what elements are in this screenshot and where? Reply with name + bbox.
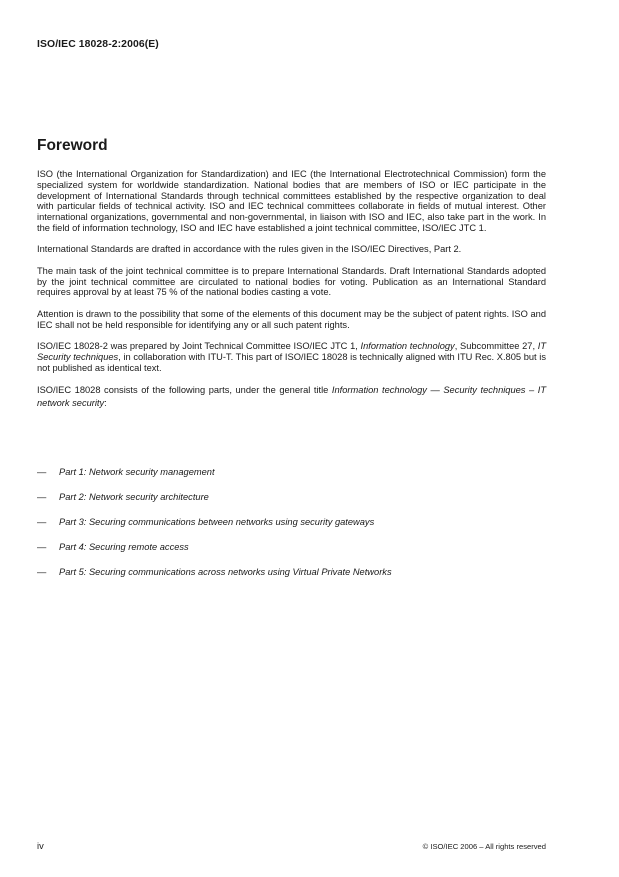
list-item <box>37 492 209 502</box>
preparation-subcommittee-title: IT Security techniques <box>37 340 547 362</box>
part-title: Part 5: Securing communications across networks using Virtual Private Networks <box>59 567 392 577</box>
preparation-text-e: , in collaboration with ITU-T. This part of ISO/IEC 18028 is technically aligned with ITU Rec. X.805 but is not published as identical text. <box>37 351 546 373</box>
paragraph-directives: International Standards are drafted in accordance with the rules given in the ISO/IEC Directives, Part 2. <box>37 244 462 255</box>
list-item <box>37 567 392 577</box>
preparation-committee-title: Information technology <box>360 340 455 351</box>
document-identifier: ISO/IEC 18028-2:2006(E) <box>37 39 159 50</box>
part-title: Part 3: Securing communications between networks using security gateways <box>59 517 375 527</box>
paragraph-parts-intro <box>37 384 546 411</box>
list-dash: — <box>37 492 47 502</box>
paragraph-preparation <box>37 341 546 373</box>
list-item <box>37 517 374 527</box>
list-dash: — <box>37 567 47 577</box>
part-title: Part 1: Network security management <box>59 467 215 477</box>
preparation-text-a: ISO/IEC 18028-2 was prepared by Joint Technical Committee ISO/IEC JTC 1, <box>37 340 361 351</box>
preparation-text-c: , Subcommittee 27, <box>454 340 538 351</box>
part-title: Part 4: Securing remote access <box>59 542 189 552</box>
paragraph-patent-rights: Attention is drawn to the possibility that some of the elements of this document may be the subject of patent rights. ISO and IEC shall not be held responsible for identifying any or all such patent rights. <box>37 308 546 330</box>
parts-intro-text-c: : <box>104 398 107 409</box>
list-dash: — <box>37 542 47 552</box>
list-dash: — <box>37 467 47 477</box>
part-title: Part 2: Network security architecture <box>59 492 209 502</box>
foreword-body <box>37 169 546 422</box>
foreword-heading: Foreword <box>37 137 108 154</box>
paragraph-organizations: ISO (the International Organization for Standardization) and IEC (the International Electrotechnical Commission) form the specialized system for worldwide standardization. National bodies that are members of ISO or IEC participate in the development of International Standards through technical committees established by the respective organization to deal with particular fields of technical activity. ISO and IEC technical committees collaborate in fields of mutual interest. Other international organizations, governmental and non-governmental, in liaison with ISO and IEC, also take part in the work. In the field of information technology, ISO and IEC have established a joint technical committee, ISO/IEC JTC 1. <box>37 169 546 233</box>
list-item <box>37 542 189 552</box>
page-number: iv <box>37 841 44 851</box>
list-item <box>37 467 215 477</box>
parts-intro-text-a: ISO/IEC 18028 consists of the following parts, under the general title <box>37 384 332 395</box>
copyright-notice: © ISO/IEC 2006 – All rights reserved <box>422 842 546 851</box>
parts-general-title: Information technology — Security techniques – IT network security <box>37 384 546 409</box>
list-dash: — <box>37 517 47 527</box>
paragraph-main-task: The main task of the joint technical committee is to prepare International Standards. Draft International Standards adopted by the joint technical committee are circulated to national bodies for voting. Publication as an International Standard requires approval by at least 75 % of the national bodies casting a vote. <box>37 265 546 298</box>
